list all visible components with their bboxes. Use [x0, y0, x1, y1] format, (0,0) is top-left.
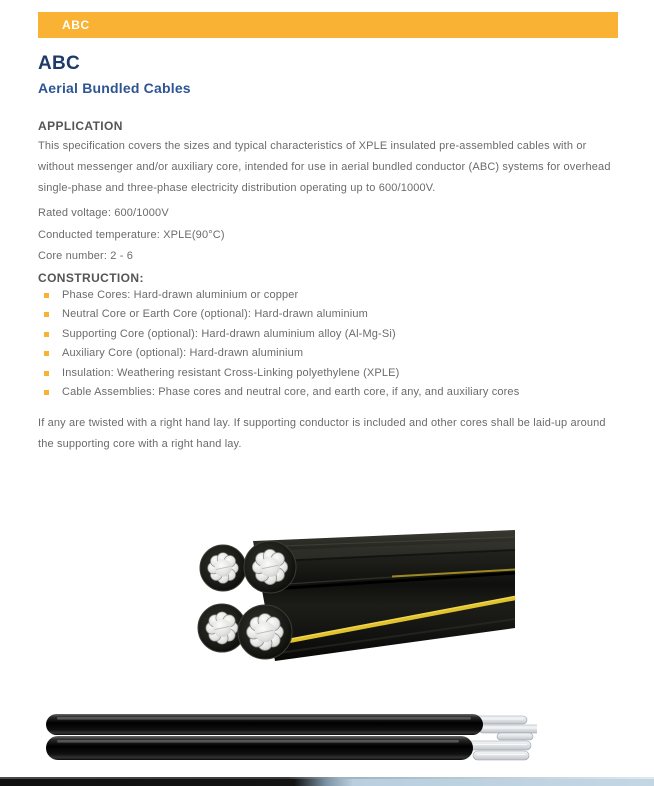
list-item	[44, 308, 519, 327]
spec-core-number: Core number: 2 - 6	[38, 250, 134, 262]
cable-end-bottom-right	[238, 605, 292, 659]
list-item-label: Cable Assemblies: Phase cores and neutral core, and earth core, if any, and auxiliary cores	[62, 385, 520, 398]
list-item	[44, 367, 519, 386]
page-footer-image-strip	[0, 777, 654, 786]
list-item	[44, 386, 519, 405]
list-item-label: Neutral Core or Earth Core (optional): Hard-drawn aluminium	[62, 308, 368, 321]
list-item-label: Supporting Core (optional): Hard-drawn aluminium alloy (Al-Mg-Si)	[62, 327, 396, 340]
list-item	[44, 328, 519, 347]
list-item-label: Phase Cores: Hard-drawn aluminium or copper	[62, 289, 299, 301]
cable-end-top-left	[200, 545, 246, 591]
cable-bundle-photo	[157, 521, 517, 701]
spec-list	[38, 203, 225, 268]
bullet-square-icon	[44, 390, 49, 395]
application-heading: APPLICATION	[38, 119, 123, 133]
section-tab-bar	[38, 12, 618, 38]
list-item	[44, 347, 519, 366]
note-paragraph: If any are twisted with a right hand lay. If supporting conductor is included and other cores shall be laid-up around the supporting core with a right hand lay.	[38, 417, 606, 450]
bullet-square-icon	[44, 332, 49, 337]
bullet-square-icon	[44, 351, 49, 356]
list-item	[44, 289, 519, 308]
list-item-label: Auxiliary Core (optional): Hard-drawn aluminium	[62, 347, 304, 360]
list-item-label: Insulation: Weathering resistant Cross-Linking polyethylene (XPLE)	[62, 366, 400, 379]
duplex-cable-photo	[45, 712, 537, 768]
bullet-square-icon	[44, 293, 49, 298]
spec-conducted-temperature: Conducted temperature: XPLE(90°C)	[38, 228, 225, 241]
spec-rated-voltage: Rated voltage: 600/1000V	[38, 207, 169, 219]
page-title: ABC	[38, 53, 81, 74]
page-subtitle: Aerial Bundled Cables	[38, 80, 191, 96]
cable-pair	[46, 714, 483, 760]
construction-list	[44, 289, 519, 405]
application-paragraph: This specification covers the sizes and typical characteristics of XPLE insulated pre-assembled cables with or without messenger and/or auxiliary core, intended for use in aerial bundled conductor (ABC) systems for overhead single-phase and three-phase electricity distribution operating up to 600/1000V.	[38, 140, 611, 194]
bullet-square-icon	[44, 312, 49, 317]
bullet-square-icon	[44, 371, 49, 376]
construction-heading: CONSTRUCTION:	[38, 271, 144, 285]
cable-end-top-right	[244, 541, 296, 593]
footer-strip-bar	[0, 779, 654, 786]
section-tab-label: ABC	[62, 18, 90, 32]
